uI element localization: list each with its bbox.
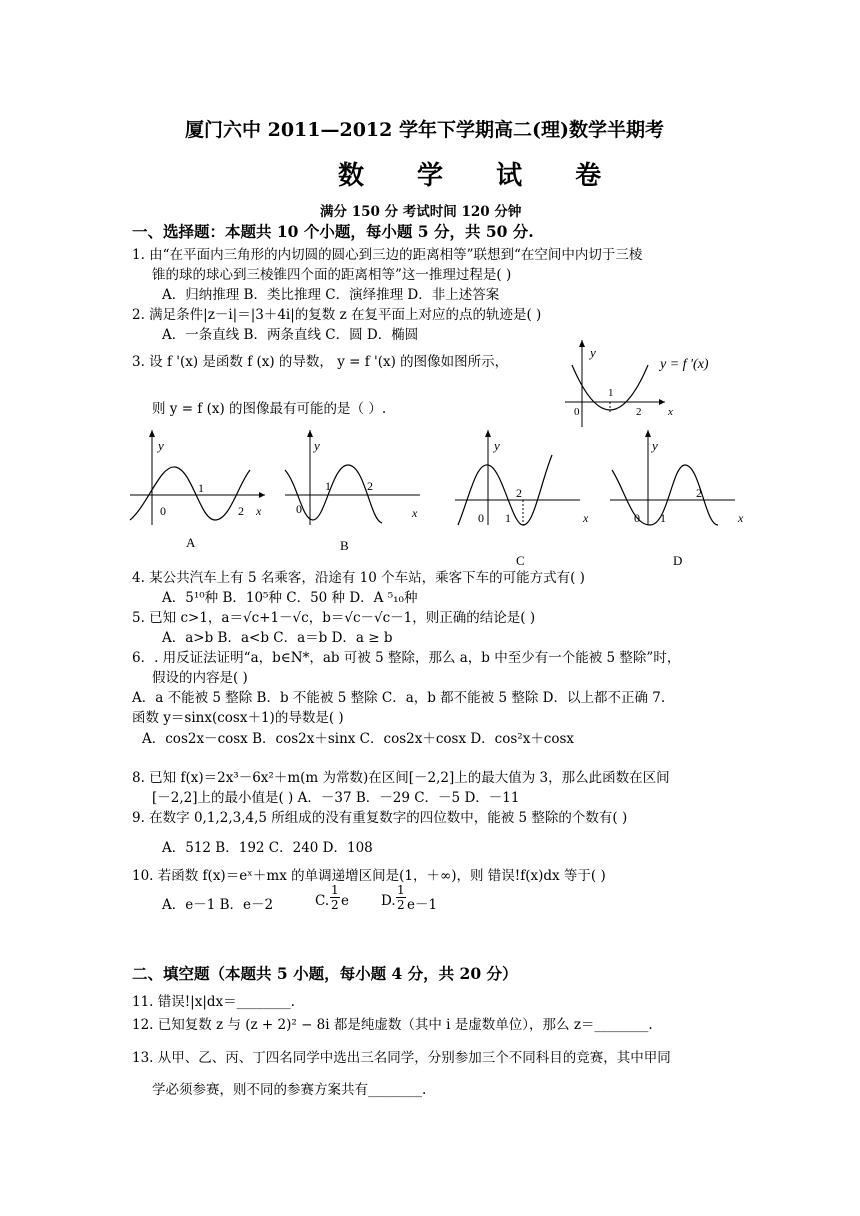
q5-options: A．a>b B．a<b C．a＝b D．a ≥ b	[162, 630, 393, 646]
q3-graph-origin: 0	[574, 406, 580, 418]
q3-choice-d: D	[673, 553, 683, 568]
svg-text:2: 2	[238, 504, 244, 518]
q3-graph-function-label: y = f '(x)	[660, 357, 709, 372]
q1-line2: 锥的球的球心到三棱锥四个面的距离相等”这一推理过程是( )	[152, 267, 512, 283]
svg-text:y: y	[314, 438, 320, 453]
q1-options: A．归纳推理 B．类比推理 C．演绎推理 D．非上述答案	[162, 287, 500, 303]
q2-line1: 2. 满足条件|z－i|＝|3＋4i|的复数 z 在复平面上对应的点的轨迹是( )	[132, 307, 542, 323]
svg-text:0: 0	[296, 502, 302, 516]
svg-text:y: y	[652, 438, 658, 453]
svg-text:1: 1	[660, 511, 666, 525]
q3-line1: 3. 设 f '(x) 是函数 f (x) 的导数， y = f '(x) 的图像如图所示，	[132, 354, 509, 370]
q3-graph-c	[455, 430, 589, 568]
q3-graph-tick-1: 1	[608, 387, 614, 399]
q3-graph-x-label: x	[668, 406, 673, 418]
q10-option-c-tail: e	[341, 893, 349, 909]
svg-text:x: x	[583, 511, 589, 525]
q6-line1: 6．. 用反证法证明“a，b∈N*，ab 可被 5 整除，那么 a，b 中至少有一个能被 5 整除”时，	[132, 650, 681, 666]
exam-subtitle: 数 学 试 卷	[338, 161, 624, 191]
q6-line2: 假设的内容是( )	[152, 670, 248, 686]
q3-graph-b	[285, 430, 420, 553]
q9-options: A．512 B．192 C．240 D．108	[162, 840, 373, 856]
q8-line2: [－2,2]上的最小值是( ) A．－37 B．－29 C．－5 D．－11	[152, 790, 520, 806]
q2-options: A．一条直线 B．两条直线 C．圆 D．椭圆	[162, 327, 419, 343]
svg-text:y: y	[158, 438, 164, 453]
q4-options: A．5¹⁰种 B．10⁵种 C．50 种 D．A ⁵₁₀种	[162, 590, 418, 606]
q7-line1: 函数 y＝sinx(cosx＋1)的导数是( )	[132, 710, 344, 726]
svg-text:2: 2	[367, 479, 373, 493]
q10-option-d-fraction: 1 2	[397, 883, 405, 912]
q3-choice-b: B	[340, 538, 349, 553]
q3-graph-tick-2: 2	[636, 406, 642, 418]
svg-text:1: 1	[325, 479, 331, 493]
svg-text:x: x	[256, 504, 262, 518]
q13-line1: 13. 从甲、乙、丙、丁四名同学中选出三名同学，分别参加三个不同科目的竞赛，其中甲同	[132, 1050, 671, 1066]
q5-line1: 5. 已知 c>1，a＝√c+1－√c，b＝√c－√c－1，则正确的结论是( )	[132, 610, 536, 626]
q3-choice-a: A	[186, 535, 196, 550]
q3-graph-a	[130, 430, 265, 550]
exam-meta: 满分 150 分 考试时间 120 分钟	[320, 204, 522, 220]
section2-heading: 二、填空题（本题共 5 小题，每小题 4 分，共 20 分）	[132, 964, 518, 983]
exam-title: 厦门六中 2011—2012 学年下学期高二(理)数学半期考	[185, 119, 664, 141]
q3-derivative-graph	[560, 335, 740, 430]
svg-text:x: x	[738, 511, 744, 525]
q4-line1: 4. 某公共汽车上有 5 名乘客，沿途有 10 个车站，乘客下车的可能方式有( )	[132, 570, 585, 586]
q3-graph-d	[610, 430, 744, 568]
section1-heading: 一、选择题：本题共 10 个小题，每小题 5 分，共 50 分.	[132, 222, 534, 241]
svg-text:0: 0	[160, 504, 166, 518]
q1-line1: 1. 由“在平面内三角形的内切圆的圆心到三边的距离相等”联想到“在空间中内切于三棱	[132, 247, 643, 263]
q13-line2: 学必须参赛，则不同的参赛方案共有________.	[152, 1082, 427, 1098]
q10-option-c: C.	[315, 893, 330, 909]
q3-choice-c: C	[516, 553, 525, 568]
svg-text:0: 0	[634, 511, 640, 525]
q10-line1: 10. 若函数 f(x)＝eˣ＋mx 的单调递增区间是(1，＋∞)，则 错误!f(x)dx 等于( )	[132, 868, 606, 884]
q7-options: A．cos2x－cosx B．cos2x＋sinx C．cos2x＋cosx D．cos²x＋cosx	[142, 731, 575, 747]
q10-option-c-fraction: 1 2	[331, 883, 339, 912]
q10-option-d-tail: e－1	[407, 897, 438, 913]
q6-options: A．a 不能被 5 整除 B．b 不能被 5 整除 C．a，b 都不能被 5 整除 D．以上都不正确 7.	[132, 690, 666, 706]
svg-text:1: 1	[505, 511, 511, 525]
q9-line1: 9. 在数字 0,1,2,3,4,5 所组成的没有重复数字的四位数中，能被 5 整除的个数有( )	[132, 810, 628, 826]
q8-line1: 8. 已知 f(x)＝2x³－6x²＋m(m 为常数)在区间[－2,2]上的最大值为 3，那么此函数在区间	[132, 770, 670, 786]
svg-text:x: x	[412, 506, 418, 520]
q3-option-graphs	[120, 425, 770, 570]
q11-line: 11. 错误!|x|dx＝________.	[132, 994, 295, 1010]
svg-text:2: 2	[516, 486, 522, 500]
q12-line: 12. 已知复数 z 与 (z + 2)² − 8i 都是纯虚数（其中 i 是虚数单位），那么 z＝________.	[132, 1017, 653, 1033]
q3-graph-y-label: y	[590, 345, 596, 360]
q3-line2: 则 y = f (x) 的图像最有可能的是（ ）.	[152, 401, 387, 417]
svg-text:y: y	[494, 438, 500, 453]
svg-text:1: 1	[198, 481, 204, 495]
svg-text:2: 2	[696, 486, 702, 500]
q10-option-ab: A．e－1 B．e－2	[162, 897, 274, 913]
q10-option-d: D.	[381, 893, 396, 909]
svg-text:0: 0	[478, 511, 484, 525]
